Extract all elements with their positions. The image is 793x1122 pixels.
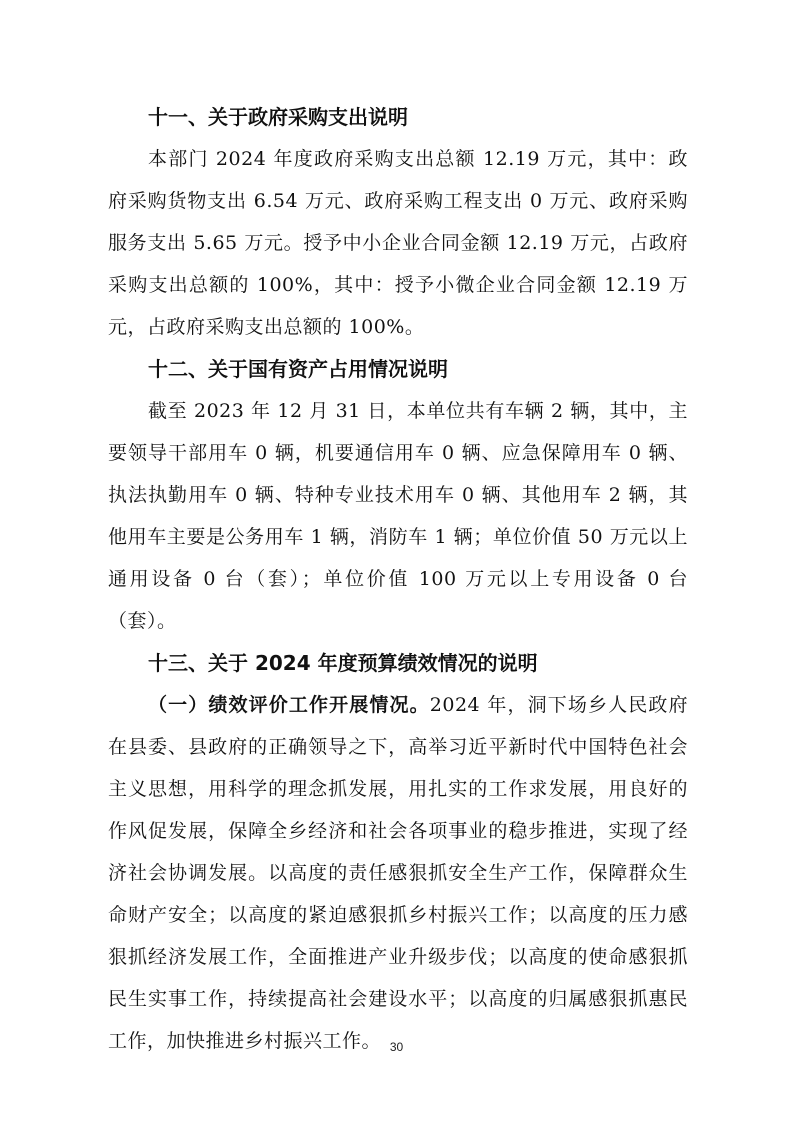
section-13-paragraph-text: 2024 年，洞下场乡人民政府在县委、县政府的正确领导之下，高举习近平新时代中国特色社会主义思想，用科学的理念抓发展，用扎实的工作求发展，用良好的作风促发展，保障全乡经济和社会各项事业的稳步推进，实现了经济社会协调发展。以高度的责任感狠抓安全生产工作，保障群众生命财产安全；以高度的紧迫感狠抓乡村振兴工作；以高度的压力感狠抓经济发展工作，全面推进产业升级步伐；以高度的使命感狠抓民生实事工作，持续提高社会建设水平；以高度的归属感狠抓惠民工作，加快推进乡村振兴工作。: [108, 694, 688, 1052]
section-12-paragraph-text: 截至 2023 年 12 月 31 日，本单位共有车辆 2 辆，其中，主要领导干部用车 0 辆，机要通信用车 0 辆、应急保障用车 0 辆、执法执勤用车 0 辆、特种专业技术用车 0 辆、其他用车 2 辆，其他用车主要是公务用车 1 辆，消防车 1 辆；单位价值 50 万元以上通用设备 0 台（套）；单位价值 100 万元以上专用设备 0 台（套）。: [108, 400, 688, 632]
section-13-paragraph: [108, 684, 688, 1062]
page-content: [108, 96, 688, 1062]
section-12-heading: 十二、关于国有资产占用情况说明: [148, 357, 448, 381]
section-13-heading: 十三、关于 2024 年度预算绩效情况的说明: [148, 651, 538, 675]
section-12-paragraph: [108, 390, 688, 642]
section-11-paragraph: [108, 138, 688, 348]
section-13-paragraph-lead: （一）绩效评价工作开展情况。: [148, 694, 430, 716]
section-11-paragraph-text: 本部门 2024 年度政府采购支出总额 12.19 万元，其中：政府采购货物支出 6.54 万元、政府采购工程支出 0 万元、政府采购服务支出 5.65 万元。授予中小企业合同金额 12.19 万元，占政府采购支出总额的 100%，其中：授予小微企业合同金额 12.19 万元，占政府采购支出总额的 100%。: [108, 148, 688, 338]
section-11-heading: 十一、关于政府采购支出说明: [148, 105, 408, 129]
page-number: 30: [389, 1040, 404, 1054]
